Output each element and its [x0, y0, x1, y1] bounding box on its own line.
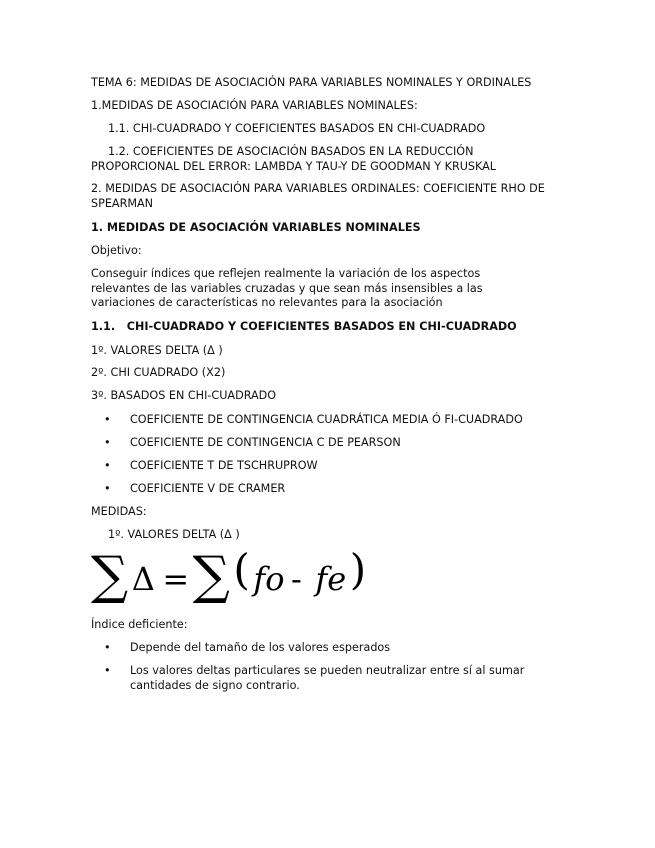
step-2: 2º. CHI CUADRADO (X2): [91, 366, 226, 379]
coefficient-label: COEFICIENTE DE CONTINGENCIA CUADRÁTICA MEDIA Ó FI-CUADRADO: [130, 413, 523, 426]
deficient-label: Índice deficiente:: [91, 618, 188, 631]
toc-item-1-1: 1.1. CHI-CUADRADO Y COEFICIENTES BASADOS EN CHI-CUADRADO: [108, 122, 486, 135]
minus-sign: -: [291, 560, 302, 598]
delta-sum-formula: [91, 545, 367, 606]
measures-subitem: 1º. VALORES DELTA (Δ ): [108, 528, 240, 541]
bullet-icon: •: [104, 664, 111, 677]
fe-term: fe: [315, 560, 347, 598]
deficiency-text: Los valores deltas particulares se pueden neutralizar entre sí al sumar cantidades de signo contrario.: [130, 664, 525, 692]
bullet-icon: •: [104, 641, 111, 654]
equals-sign: =: [162, 560, 190, 598]
toc-item-1: 1.MEDIDAS DE ASOCIACIÓN PARA VARIABLES NOMINALES:: [91, 99, 418, 112]
objective-text: Conseguir índices que reflejen realmente la variación de los aspectos relevantes de las variables cruzadas y que sean más insensibles a las variaciones de características no relevantes para la asociación: [91, 267, 483, 309]
objective-label: Objetivo:: [91, 244, 142, 257]
step-3: 3º. BASADOS EN CHI-CUADRADO: [91, 389, 277, 402]
step-1: 1º. VALORES DELTA (Δ ): [91, 344, 223, 357]
coefficient-label: COEFICIENTE DE CONTINGENCIA C DE PEARSON: [130, 436, 401, 449]
toc-item-1-2: 1.2. COEFICIENTES DE ASOCIACIÓN BASADOS EN LA REDUCCIÓN PROPORCIONAL DEL ERROR: LAMBDA Y TAU-Y DE GOODMAN Y KRUSKAL: [91, 145, 497, 173]
sigma-symbol: ∑: [91, 546, 129, 606]
bullet-icon: •: [104, 436, 111, 449]
bullet-icon: •: [104, 459, 111, 472]
section-1-1-heading: 1.1. CHI-CUADRADO Y COEFICIENTES BASADOS EN CHI-CUADRADO: [91, 320, 517, 333]
fo-term: fo: [253, 560, 285, 598]
coefficient-label: COEFICIENTE T DE TSCHRUPROW: [130, 459, 318, 472]
bullet-icon: •: [104, 482, 111, 495]
sigma-symbol: ∑: [192, 546, 230, 606]
open-paren: (: [233, 545, 250, 594]
section-1-heading: 1. MEDIDAS DE ASOCIACIÓN VARIABLES NOMINALES: [91, 221, 421, 234]
toc-item-2: 2. MEDIDAS DE ASOCIACIÓN PARA VARIABLES ORDINALES: COEFICIENTE RHO DE SPEARMAN: [91, 182, 545, 210]
measures-label: MEDIDAS:: [91, 505, 147, 518]
coefficient-label: COEFICIENTE V DE CRAMER: [130, 482, 286, 495]
document-title: TEMA 6: MEDIDAS DE ASOCIACIÓN PARA VARIABLES NOMINALES Y ORDINALES: [91, 76, 532, 89]
delta-symbol: Δ: [131, 560, 155, 598]
close-paren: ): [349, 545, 367, 594]
bullet-icon: •: [104, 413, 111, 426]
deficiency-text: Depende del tamaño de los valores esperados: [130, 641, 391, 654]
